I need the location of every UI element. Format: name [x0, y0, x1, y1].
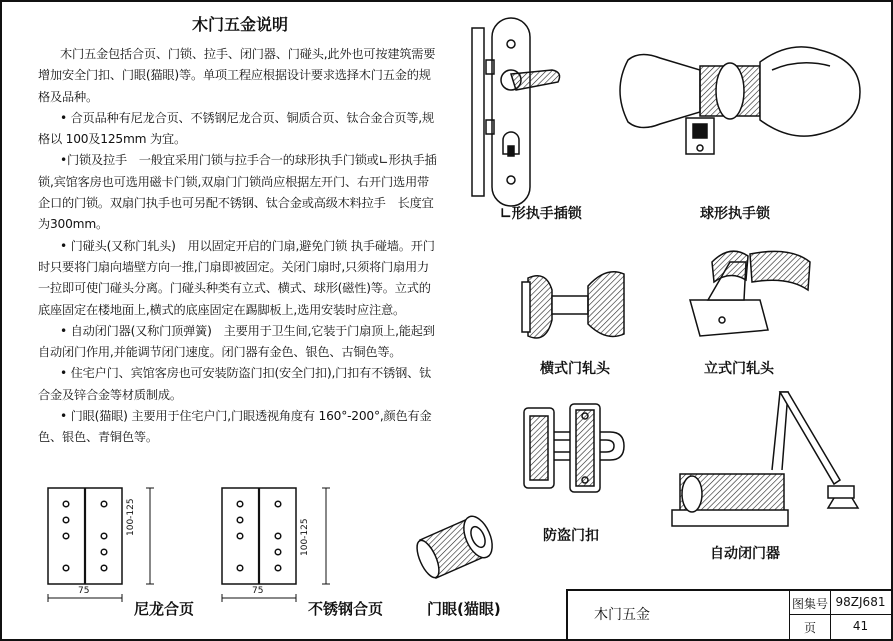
- automatic-door-closer-illustration: [672, 392, 858, 526]
- steel-hinge-width-dim: 75: [252, 586, 264, 596]
- label-stainless-hinge: 不锈钢合页: [308, 600, 384, 618]
- atlas-number: 98ZJ681: [835, 595, 886, 609]
- peephole-illustration: [413, 512, 498, 581]
- ball-knob-lock-illustration: [620, 47, 860, 154]
- l-handle-lock-illustration: [472, 18, 560, 206]
- steel-hinge-height-dim: 100-125: [300, 518, 310, 556]
- drawing-name: 木门五金: [568, 591, 790, 639]
- nylon-hinge-width-dim: 75: [78, 586, 90, 596]
- label-peephole: 门眼(猫眼): [427, 600, 501, 618]
- security-door-guard-illustration: [524, 404, 624, 492]
- paragraph-guard: • 住宅户门、宾馆客房也可安装防盗门扣(安全门扣),门扣有不锈钢、钛合金及锌合金等材质制成。: [38, 366, 432, 402]
- label-vertical-door-stop: 立式门轧头: [704, 361, 774, 377]
- page-number: 41: [852, 619, 869, 633]
- nylon-hinge-height-dim: 100-125: [126, 498, 136, 536]
- paragraph-closer: • 自动闭门器(又称门顶弹簧) 主要用于卫生间,它装于门扇顶上,能起到自动闭门作用,并能调节闭门速度。闭门器有金色、银色、古铜色等。: [38, 323, 435, 360]
- paragraph-lock: •门锁及拉手 一般宜采用门锁与拉手合一的球形执手门锁或∟形执手插锁,宾馆客房也可选用磁卡门锁,双扇门门锁尚应根据左开门、右开门选用带企口的门锁。双扇门执手也可另配不锈钢、钛合金或高级木料拉手 长度宜为300mm。: [38, 153, 437, 232]
- label-l-handle-lock: ∟形执手插锁: [500, 206, 582, 222]
- title-block: [566, 589, 891, 639]
- horizontal-door-stop-illustration: [522, 272, 624, 338]
- label-ball-knob-lock: 球形执手锁: [700, 206, 770, 222]
- label-automatic-door-closer: 自动闭门器: [710, 546, 780, 562]
- paragraph-intro: 木门五金包括合页、门锁、拉手、闭门器、门碰头,此外也可按建筑需要增加安全门扣、门眼(猫眼)等。单项工程应根据设计要求选择木门五金的规格及品种。: [38, 47, 436, 104]
- page-title: 木门五金说明: [191, 15, 288, 34]
- vertical-door-stop-illustration: [690, 251, 810, 336]
- label-horizontal-door-stop: 横式门轧头: [540, 361, 610, 377]
- page-label: 页: [803, 621, 816, 635]
- label-nylon-hinge: 尼龙合页: [134, 600, 195, 618]
- paragraph-peephole: • 门眼(猫眼) 主要用于住宅户门,门眼透视角度有 160°-200°,颜色有金色、银色、青铜色等。: [38, 409, 432, 445]
- paragraph-hinge: • 合页品种有尼龙合页、不锈钢尼龙合页、铜质合页、钛合金合页等,规格以 100及125mm 为宜。: [38, 110, 434, 147]
- atlas-label: 图集号: [791, 597, 828, 611]
- paragraph-door-stop: • 门碰头(又称门轧头) 用以固定开启的门扇,避免门锁 执手碰墙。开门时只要将门扇向墙壁方向一推,门扇即被固定。关闭门扇时,只须将门扇用力一拉即可使门碰头分离。门碰头种类有立式、横式、球形(磁性)等。立式的底座固定在楼地面上,横式的底座固定在踢脚板上,选用安装时应注意。: [38, 238, 435, 317]
- stainless-hinge-illustration: [222, 488, 330, 602]
- label-security-door-guard: 防盗门扣: [543, 528, 599, 544]
- nylon-hinge-illustration: [48, 488, 154, 602]
